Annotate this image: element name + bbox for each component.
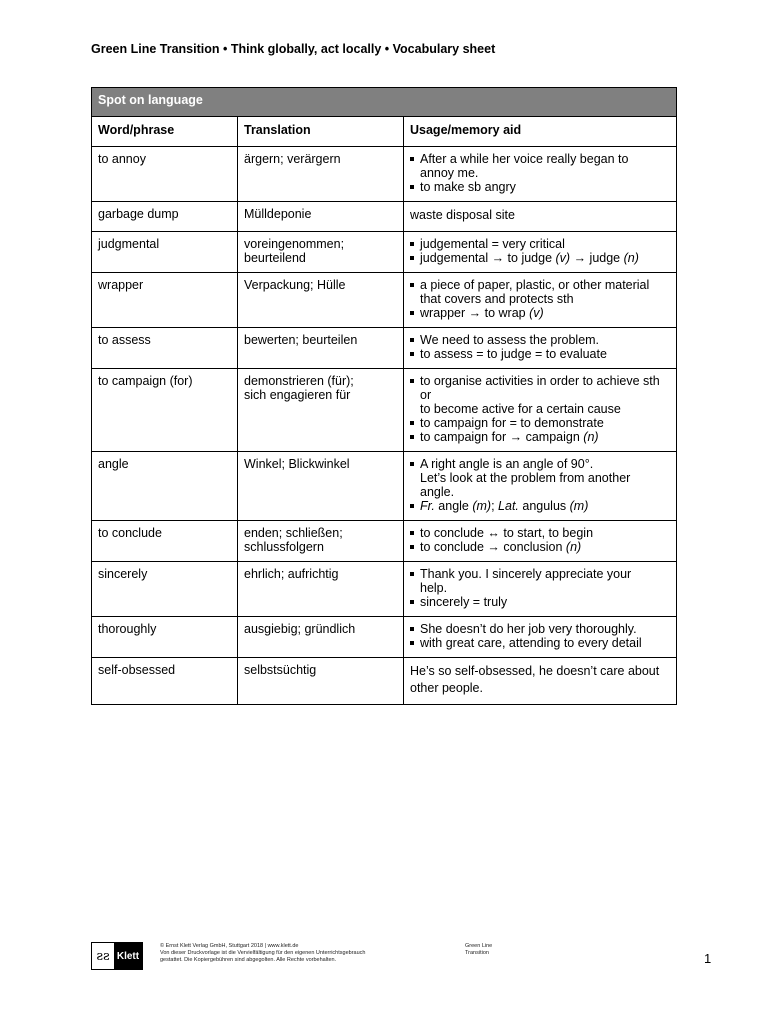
copyright-notice bbox=[160, 943, 420, 964]
translation-cell bbox=[238, 369, 404, 452]
translation-line: bewerten; beurteilen bbox=[244, 333, 358, 347]
usage-bullet: judgemental = very critical bbox=[410, 237, 670, 251]
usage-list bbox=[410, 152, 670, 194]
usage-bullet: to make sb angry bbox=[410, 180, 670, 194]
usage-cell bbox=[404, 369, 677, 452]
table-row bbox=[92, 232, 677, 273]
usage-cell bbox=[404, 202, 677, 232]
column-header-usage: Usage/memory aid bbox=[404, 117, 677, 147]
usage-line-continued: annoy me. bbox=[420, 166, 479, 180]
usage-bullet: to campaign for → campaign (n) bbox=[410, 430, 670, 444]
translation-line: Verpackung; Hülle bbox=[244, 278, 346, 292]
usage-list bbox=[410, 374, 670, 444]
word-cell: self-obsessed bbox=[92, 658, 238, 705]
usage-list bbox=[410, 526, 670, 554]
column-header-word: Word/phrase bbox=[92, 117, 238, 147]
copyright-line: gestattet. Die Kopiergebühren sind abgegolten. Alle Rechte vorbehalten. bbox=[160, 957, 337, 963]
word-cell: judgmental bbox=[92, 232, 238, 273]
usage-bullet: a piece of paper, plastic, or other material bbox=[410, 278, 670, 292]
usage-bullet: to conclude ↔ to start, to begin bbox=[410, 526, 670, 540]
translation-cell bbox=[238, 202, 404, 232]
usage-bullet: sincerely = truly bbox=[410, 595, 670, 609]
usage-list bbox=[410, 622, 670, 650]
translation-line: schlussfolgern bbox=[244, 540, 324, 554]
usage-line-continued: help. bbox=[420, 581, 448, 595]
usage-bullet: with great care, attending to every detail bbox=[410, 636, 670, 650]
word-cell: sincerely bbox=[92, 562, 238, 617]
word-cell: to annoy bbox=[92, 147, 238, 202]
usage-bullet: judgemental → to judge (v) → judge (n) bbox=[410, 251, 670, 265]
usage-line-continued: angle. bbox=[420, 485, 455, 499]
usage-bullet: We need to assess the problem. bbox=[410, 333, 670, 347]
usage-line-continued: to become active for a certain cause bbox=[420, 402, 621, 416]
translation-line: ausgiebig; gründlich bbox=[244, 622, 356, 636]
translation-line: demonstrieren (für); bbox=[244, 374, 354, 388]
usage-bullet: A right angle is an angle of 90°. bbox=[410, 457, 670, 471]
word-cell: to assess bbox=[92, 328, 238, 369]
usage-cell bbox=[404, 328, 677, 369]
klett-logo-text: Klett bbox=[114, 943, 142, 969]
series-name-line: Transition bbox=[465, 950, 489, 956]
usage-bullet: to campaign for = to demonstrate bbox=[410, 416, 670, 430]
table-row bbox=[92, 328, 677, 369]
vocabulary-table bbox=[91, 87, 677, 705]
word-cell: to campaign (for) bbox=[92, 369, 238, 452]
usage-list bbox=[410, 278, 670, 320]
table-row bbox=[92, 658, 677, 705]
usage-cell bbox=[404, 273, 677, 328]
usage-bullet: to assess = to judge = to evaluate bbox=[410, 347, 670, 361]
translation-cell bbox=[238, 328, 404, 369]
column-header-row bbox=[92, 117, 677, 147]
section-title: Spot on language bbox=[92, 88, 677, 117]
translation-line: enden; schließen; bbox=[244, 526, 343, 540]
usage-list bbox=[410, 457, 670, 513]
usage-bullet: to organise activities in order to achieve sth bbox=[410, 374, 670, 388]
translation-line: beurteilend bbox=[244, 251, 306, 265]
usage-bullet: Thank you. I sincerely appreciate your bbox=[410, 567, 670, 581]
usage-bullet: After a while her voice really began to bbox=[410, 152, 670, 166]
table-row bbox=[92, 202, 677, 232]
usage-cell bbox=[404, 452, 677, 521]
translation-cell bbox=[238, 273, 404, 328]
usage-text: waste disposal site bbox=[410, 208, 515, 222]
word-cell: thoroughly bbox=[92, 617, 238, 658]
translation-cell bbox=[238, 452, 404, 521]
usage-line-continued: Let’s look at the problem from another bbox=[420, 471, 631, 485]
word-cell: wrapper bbox=[92, 273, 238, 328]
translation-line: ehrlich; aufrichtig bbox=[244, 567, 339, 581]
page-title: Green Line Transition • Think globally, act locally • Vocabulary sheet bbox=[91, 42, 496, 56]
column-header-translation: Translation bbox=[238, 117, 404, 147]
table-row bbox=[92, 273, 677, 328]
translation-line: Mülldeponie bbox=[244, 207, 312, 221]
usage-list bbox=[410, 333, 670, 361]
series-name-line: Green Line bbox=[465, 943, 493, 949]
word-cell: to conclude bbox=[92, 521, 238, 562]
translation-cell bbox=[238, 658, 404, 705]
usage-cell bbox=[404, 521, 677, 562]
table-row bbox=[92, 521, 677, 562]
translation-line: ärgern; verärgern bbox=[244, 152, 341, 166]
usage-bullet: to conclude → conclusion (n) bbox=[410, 540, 670, 554]
usage-cell bbox=[404, 617, 677, 658]
footer bbox=[91, 942, 731, 972]
translation-cell bbox=[238, 562, 404, 617]
translation-cell bbox=[238, 147, 404, 202]
translation-line: selbstsüchtig bbox=[244, 663, 317, 677]
usage-bullet: Fr. angle (m); Lat. angulus (m) bbox=[410, 499, 670, 513]
translation-cell bbox=[238, 232, 404, 273]
usage-list bbox=[410, 237, 670, 265]
klett-logo bbox=[91, 942, 143, 970]
translation-line: Winkel; Blickwinkel bbox=[244, 457, 350, 471]
translation-line: sich engagieren für bbox=[244, 388, 351, 402]
translation-line: voreingenommen; bbox=[244, 237, 345, 251]
vocabulary-rows bbox=[92, 147, 677, 705]
table-row bbox=[92, 369, 677, 452]
usage-cell bbox=[404, 232, 677, 273]
usage-cell bbox=[404, 658, 677, 705]
translation-cell bbox=[238, 617, 404, 658]
usage-line-continued: or bbox=[420, 388, 432, 402]
series-name bbox=[465, 943, 492, 957]
klett-logo-mark-icon: ƨƨ bbox=[92, 943, 114, 969]
table-row bbox=[92, 562, 677, 617]
copyright-line: © Ernst Klett Verlag GmbH, Stuttgart 2018 | www.klett.de bbox=[160, 943, 299, 949]
usage-text: He’s so self-obsessed, he doesn’t care about other people. bbox=[410, 664, 660, 695]
word-cell: angle bbox=[92, 452, 238, 521]
table-row bbox=[92, 452, 677, 521]
usage-line-continued: that covers and protects sth bbox=[420, 292, 574, 306]
usage-list bbox=[410, 567, 670, 609]
table-row bbox=[92, 617, 677, 658]
word-cell: garbage dump bbox=[92, 202, 238, 232]
usage-bullet: wrapper → to wrap (v) bbox=[410, 306, 670, 320]
usage-cell bbox=[404, 562, 677, 617]
usage-bullet: She doesn’t do her job very thoroughly. bbox=[410, 622, 670, 636]
page-number: 1 bbox=[704, 951, 712, 966]
usage-cell bbox=[404, 147, 677, 202]
translation-cell bbox=[238, 521, 404, 562]
copyright-line: Von dieser Druckvorlage ist die Vervielfältigung für den eigenen Unterrichtsgebrauch bbox=[160, 950, 366, 956]
table-row bbox=[92, 147, 677, 202]
